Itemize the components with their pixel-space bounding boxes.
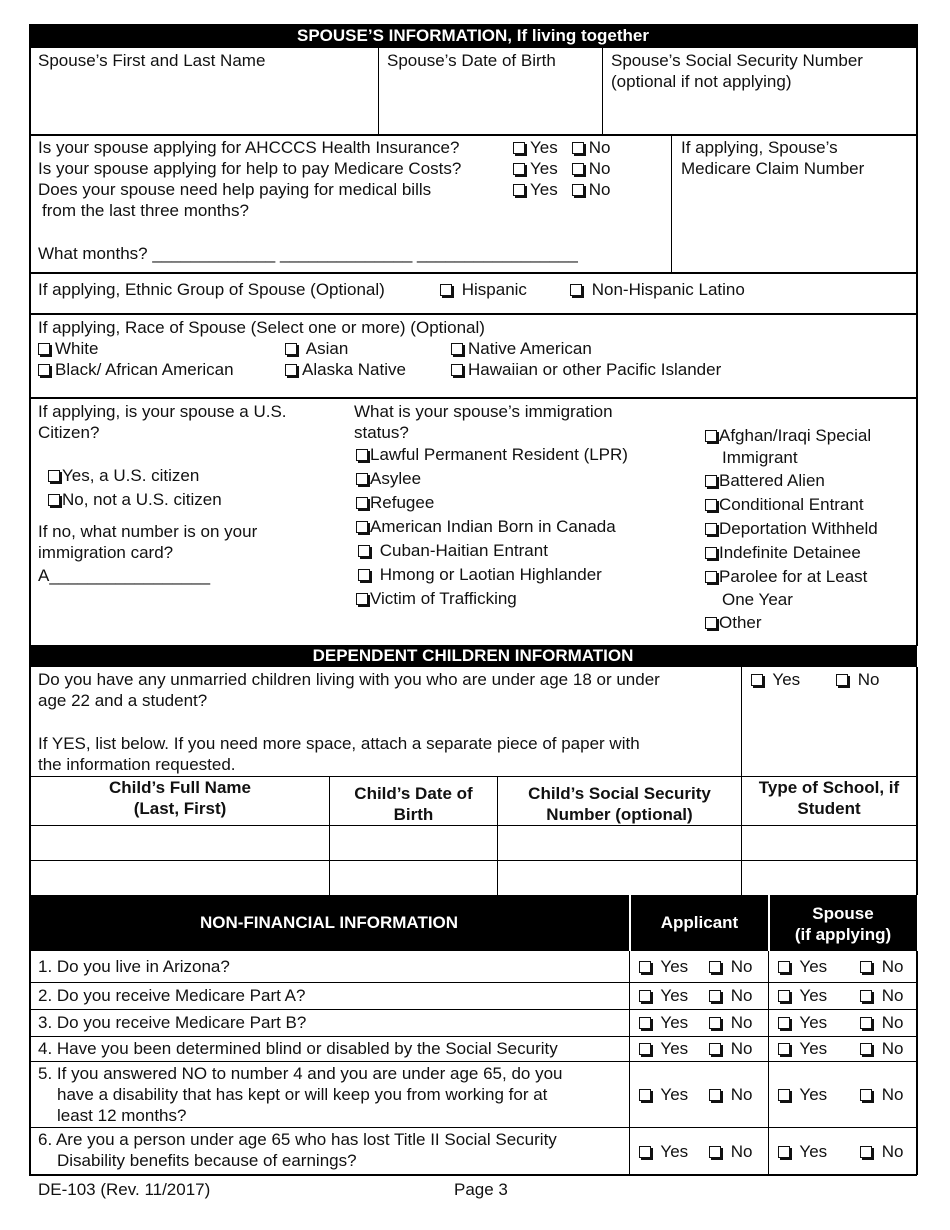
children-no-checkbox[interactable]: No bbox=[836, 669, 879, 691]
spouse-dob-field[interactable] bbox=[380, 95, 600, 133]
children-header-text: DEPENDENT CHILDREN INFORMATION bbox=[312, 646, 634, 665]
divider bbox=[29, 272, 917, 274]
col-child-name: Child’s Full Name (Last, First) bbox=[108, 778, 251, 818]
checkbox-icon bbox=[860, 961, 872, 973]
nonfin-header-text: NON-FINANCIAL INFORMATION bbox=[199, 913, 459, 932]
spouse-name-field[interactable] bbox=[31, 95, 376, 133]
immig-trafficking-checkbox[interactable]: Victim of Trafficking bbox=[356, 588, 517, 610]
immig-conditional-checkbox[interactable]: Conditional Entrant bbox=[705, 494, 864, 516]
divider bbox=[29, 1174, 917, 1176]
checkbox-icon bbox=[639, 1017, 651, 1029]
divider bbox=[29, 313, 917, 315]
checkbox-icon bbox=[451, 364, 463, 376]
immigration-question: What is your spouse’s immigration bbox=[354, 402, 613, 421]
divider bbox=[29, 1036, 917, 1037]
q3-applicant-yes[interactable]: Yes bbox=[639, 1012, 688, 1034]
q6-spouse-no[interactable]: No bbox=[860, 1141, 903, 1163]
divider bbox=[29, 1009, 917, 1010]
nonfin-q5-line2: have a disability that has kept or will keep you from working for at bbox=[57, 1085, 548, 1104]
spouse-ssn-field[interactable] bbox=[604, 95, 914, 133]
immig-indefinite-checkbox[interactable]: Indefinite Detainee bbox=[705, 542, 861, 564]
medicare-no-checkbox[interactable]: No bbox=[572, 159, 611, 178]
immig-hmong-checkbox[interactable]: Hmong or Laotian Highlander bbox=[358, 564, 602, 586]
children-list-instruction-cont: the information requested. bbox=[38, 755, 236, 774]
checkbox-icon bbox=[860, 1043, 872, 1055]
q5-spouse-yes[interactable]: Yes bbox=[778, 1084, 827, 1106]
q1-applicant-yes[interactable]: Yes bbox=[639, 956, 688, 978]
nonfin-q6: 6. Are you a person under age 65 who has lost Title II Social Security bbox=[38, 1130, 557, 1149]
checkbox-icon bbox=[38, 364, 50, 376]
medicare-yes-checkbox[interactable]: Yes bbox=[513, 159, 558, 178]
citizen-question: If applying, is your spouse a U.S. bbox=[38, 402, 287, 421]
divider bbox=[29, 1127, 917, 1128]
immig-parolee-cont: One Year bbox=[722, 590, 793, 609]
spouse-section-header bbox=[29, 24, 917, 48]
col-child-ssn: Child’s Social Security Number (optional) bbox=[528, 784, 711, 824]
checkbox-icon bbox=[778, 990, 790, 1002]
bills-yes-checkbox[interactable]: Yes bbox=[513, 180, 558, 199]
checkbox-icon bbox=[705, 475, 717, 487]
checkbox-icon bbox=[513, 184, 525, 196]
immig-parolee-checkbox[interactable]: Parolee for at Least bbox=[705, 566, 867, 588]
checkbox-icon bbox=[356, 521, 368, 533]
checkbox-icon bbox=[705, 571, 717, 583]
q6-applicant-yes[interactable]: Yes bbox=[639, 1141, 688, 1163]
immig-afghan-checkbox[interactable]: Afghan/Iraqi Special bbox=[705, 425, 871, 447]
children-yes-checkbox[interactable]: Yes bbox=[751, 669, 800, 691]
divider bbox=[29, 982, 917, 983]
nonfin-q5-line3: least 12 months? bbox=[57, 1106, 187, 1125]
spouse-col-header: Spouse (if applying) bbox=[794, 904, 892, 944]
divider bbox=[671, 135, 672, 273]
q3-applicant-no[interactable]: No bbox=[709, 1012, 752, 1034]
checkbox-icon bbox=[860, 1089, 872, 1101]
q3-spouse-no[interactable]: No bbox=[860, 1012, 903, 1034]
checkbox-icon bbox=[705, 547, 717, 559]
checkbox-icon bbox=[836, 674, 848, 686]
checkbox-icon bbox=[356, 449, 368, 461]
checkbox-icon bbox=[778, 1017, 790, 1029]
checkbox-icon bbox=[705, 523, 717, 535]
checkbox-icon bbox=[709, 961, 721, 973]
checkbox-icon bbox=[778, 1043, 790, 1055]
q1-spouse-yes[interactable]: Yes bbox=[778, 956, 827, 978]
checkbox-icon bbox=[513, 142, 525, 154]
q5-applicant-no[interactable]: No bbox=[709, 1084, 752, 1106]
q-ahcccs: Is your spouse applying for AHCCCS Health Insurance? bbox=[38, 138, 460, 157]
checkbox-icon bbox=[639, 1043, 651, 1055]
checkbox-icon bbox=[639, 1146, 651, 1158]
child-row-1[interactable] bbox=[31, 826, 915, 860]
children-section-header bbox=[29, 645, 917, 667]
nonfin-q6-line2: Disability benefits because of earnings? bbox=[57, 1151, 357, 1170]
checkbox-icon bbox=[513, 163, 525, 175]
checkbox-icon bbox=[709, 1017, 721, 1029]
divider bbox=[602, 48, 603, 135]
spouse-header-text: SPOUSE’S INFORMATION, If living together bbox=[297, 26, 649, 45]
border-left bbox=[29, 951, 31, 1175]
checkbox-icon bbox=[705, 617, 717, 629]
immigration-question-cont: status? bbox=[354, 423, 409, 442]
checkbox-icon bbox=[570, 284, 582, 296]
q4-spouse-no[interactable]: No bbox=[860, 1038, 903, 1060]
checkbox-icon bbox=[778, 1146, 790, 1158]
q-bills-cont: from the last three months? bbox=[42, 201, 249, 220]
checkbox-icon bbox=[709, 1089, 721, 1101]
ahcccs-yes-checkbox[interactable]: Yes bbox=[513, 138, 558, 157]
spouse-dob-label: Spouse’s Date of Birth bbox=[387, 51, 556, 70]
checkbox-icon bbox=[639, 961, 651, 973]
race-alaska-checkbox[interactable]: Alaska Native bbox=[285, 359, 406, 381]
q2-applicant-yes[interactable]: Yes bbox=[639, 985, 688, 1007]
spouse-ssn-sub: (optional if not applying) bbox=[611, 72, 792, 91]
claim-label-2: Medicare Claim Number bbox=[681, 159, 865, 178]
claim-label: If applying, Spouse’s bbox=[681, 138, 838, 157]
race-black-checkbox[interactable]: Black/ African American bbox=[38, 359, 234, 381]
divider bbox=[629, 951, 630, 1175]
checkbox-icon bbox=[440, 284, 452, 296]
race-hawaiian-checkbox[interactable]: Hawaiian or other Pacific Islander bbox=[451, 359, 721, 381]
children-list-instruction: If YES, list below. If you need more space, attach a separate piece of paper with bbox=[38, 734, 640, 753]
citizen-question-cont: Citizen? bbox=[38, 423, 100, 442]
divider bbox=[768, 951, 769, 1175]
q-bills: Does your spouse need help paying for medical bills bbox=[38, 180, 432, 199]
divider bbox=[29, 1061, 917, 1062]
applicant-col-header: Applicant bbox=[660, 913, 739, 932]
q4-spouse-yes[interactable]: Yes bbox=[778, 1038, 827, 1060]
children-question: Do you have any unmarried children living with you who are under age 18 or under bbox=[38, 670, 660, 689]
ethnic-label: If applying, Ethnic Group of Spouse (Optional) bbox=[38, 280, 385, 299]
card-question: If no, what number is on your bbox=[38, 522, 258, 541]
border-right bbox=[916, 24, 918, 646]
race-white-checkbox[interactable]: White bbox=[38, 338, 98, 360]
checkbox-icon bbox=[356, 497, 368, 509]
ethnic-hispanic-checkbox[interactable]: Hispanic bbox=[440, 279, 527, 301]
divider bbox=[378, 48, 379, 135]
immig-cuban-haitian-checkbox[interactable]: Cuban-Haitian Entrant bbox=[358, 540, 548, 562]
immig-other-checkbox[interactable]: Other bbox=[705, 612, 762, 634]
checkbox-icon bbox=[572, 142, 584, 154]
form-id: DE-103 (Rev. 11/2017) bbox=[38, 1180, 211, 1199]
page-number: Page 3 bbox=[454, 1180, 508, 1199]
checkbox-icon bbox=[48, 494, 60, 506]
nonfin-q5: 5. If you answered NO to number 4 and you are under age 65, do you bbox=[38, 1064, 563, 1083]
q1-spouse-no[interactable]: No bbox=[860, 956, 903, 978]
nonfin-q2: 2. Do you receive Medicare Part A? bbox=[38, 986, 306, 1005]
citizen-no-checkbox[interactable]: No, not a U.S. citizen bbox=[48, 489, 222, 511]
what-months-field[interactable]: What months? _____________ ______________ _________________ bbox=[38, 244, 578, 263]
spouse-ssn-label: Spouse’s Social Security Number bbox=[611, 51, 863, 70]
checkbox-icon bbox=[709, 1043, 721, 1055]
checkbox-icon bbox=[572, 163, 584, 175]
card-number-field[interactable]: A_________________ bbox=[38, 566, 211, 585]
divider bbox=[29, 134, 917, 136]
ahcccs-no-checkbox[interactable]: No bbox=[572, 138, 611, 157]
q2-spouse-yes[interactable]: Yes bbox=[778, 985, 827, 1007]
citizen-yes-checkbox[interactable]: Yes, a U.S. citizen bbox=[48, 465, 199, 487]
q5-spouse-no[interactable]: No bbox=[860, 1084, 903, 1106]
checkbox-icon bbox=[358, 545, 370, 557]
col-child-school: Type of School, if Student bbox=[758, 778, 900, 818]
q5-applicant-yes[interactable]: Yes bbox=[639, 1084, 688, 1106]
q4-applicant-yes[interactable]: Yes bbox=[639, 1038, 688, 1060]
card-question-cont: immigration card? bbox=[38, 543, 174, 562]
race-label: If applying, Race of Spouse (Select one or more) (Optional) bbox=[38, 318, 485, 337]
checkbox-icon bbox=[709, 990, 721, 1002]
border-right bbox=[916, 951, 918, 1175]
immig-asylee-checkbox[interactable]: Asylee bbox=[356, 468, 421, 490]
nonfin-q1: 1. Do you live in Arizona? bbox=[38, 957, 230, 976]
q4-applicant-no[interactable]: No bbox=[709, 1038, 752, 1060]
checkbox-icon bbox=[705, 499, 717, 511]
checkbox-icon bbox=[778, 1089, 790, 1101]
immig-lpr-checkbox[interactable]: Lawful Permanent Resident (LPR) bbox=[356, 444, 628, 466]
checkbox-icon bbox=[356, 593, 368, 605]
race-asian-checkbox[interactable]: Asian bbox=[285, 338, 348, 360]
col-child-dob: Child’s Date of Birth bbox=[354, 784, 473, 824]
q6-spouse-yes[interactable]: Yes bbox=[778, 1141, 827, 1163]
immig-american-indian-checkbox[interactable]: American Indian Born in Canada bbox=[356, 516, 616, 538]
immig-refugee-checkbox[interactable]: Refugee bbox=[356, 492, 434, 514]
checkbox-icon bbox=[860, 1017, 872, 1029]
checkbox-icon bbox=[358, 569, 370, 581]
claim-number-field[interactable] bbox=[673, 185, 914, 270]
child-row-2[interactable] bbox=[31, 861, 915, 895]
q-medicare: Is your spouse applying for help to pay Medicare Costs? bbox=[38, 159, 462, 178]
checkbox-icon bbox=[285, 364, 297, 376]
q3-spouse-yes[interactable]: Yes bbox=[778, 1012, 827, 1034]
divider bbox=[29, 397, 917, 399]
checkbox-icon bbox=[572, 184, 584, 196]
checkbox-icon bbox=[285, 343, 297, 355]
q2-spouse-no[interactable]: No bbox=[860, 985, 903, 1007]
immig-deportation-checkbox[interactable]: Deportation Withheld bbox=[705, 518, 878, 540]
checkbox-icon bbox=[356, 473, 368, 485]
nonfin-q3: 3. Do you receive Medicare Part B? bbox=[38, 1013, 307, 1032]
checkbox-icon bbox=[778, 961, 790, 973]
checkbox-icon bbox=[38, 343, 50, 355]
checkbox-icon bbox=[639, 990, 651, 1002]
q6-applicant-no[interactable]: No bbox=[709, 1141, 752, 1163]
checkbox-icon bbox=[48, 470, 60, 482]
checkbox-icon bbox=[751, 674, 763, 686]
checkbox-icon bbox=[639, 1089, 651, 1101]
checkbox-icon bbox=[451, 343, 463, 355]
q1-applicant-no[interactable]: No bbox=[709, 956, 752, 978]
q2-applicant-no[interactable]: No bbox=[709, 985, 752, 1007]
spouse-name-label: Spouse’s First and Last Name bbox=[38, 51, 266, 70]
bills-no-checkbox[interactable]: No bbox=[572, 180, 611, 199]
checkbox-icon bbox=[860, 1146, 872, 1158]
checkbox-icon bbox=[705, 430, 717, 442]
immig-battered-checkbox[interactable]: Battered Alien bbox=[705, 470, 825, 492]
nonfin-q4: 4. Have you been determined blind or disabled by the Social Security bbox=[38, 1039, 558, 1058]
immig-afghan-cont: Immigrant bbox=[722, 448, 798, 467]
race-native-american-checkbox[interactable]: Native American bbox=[451, 338, 592, 360]
ethnic-nonhispanic-checkbox[interactable]: Non-Hispanic Latino bbox=[570, 279, 745, 301]
checkbox-icon bbox=[709, 1146, 721, 1158]
checkbox-icon bbox=[860, 990, 872, 1002]
children-question-cont: age 22 and a student? bbox=[38, 691, 208, 710]
